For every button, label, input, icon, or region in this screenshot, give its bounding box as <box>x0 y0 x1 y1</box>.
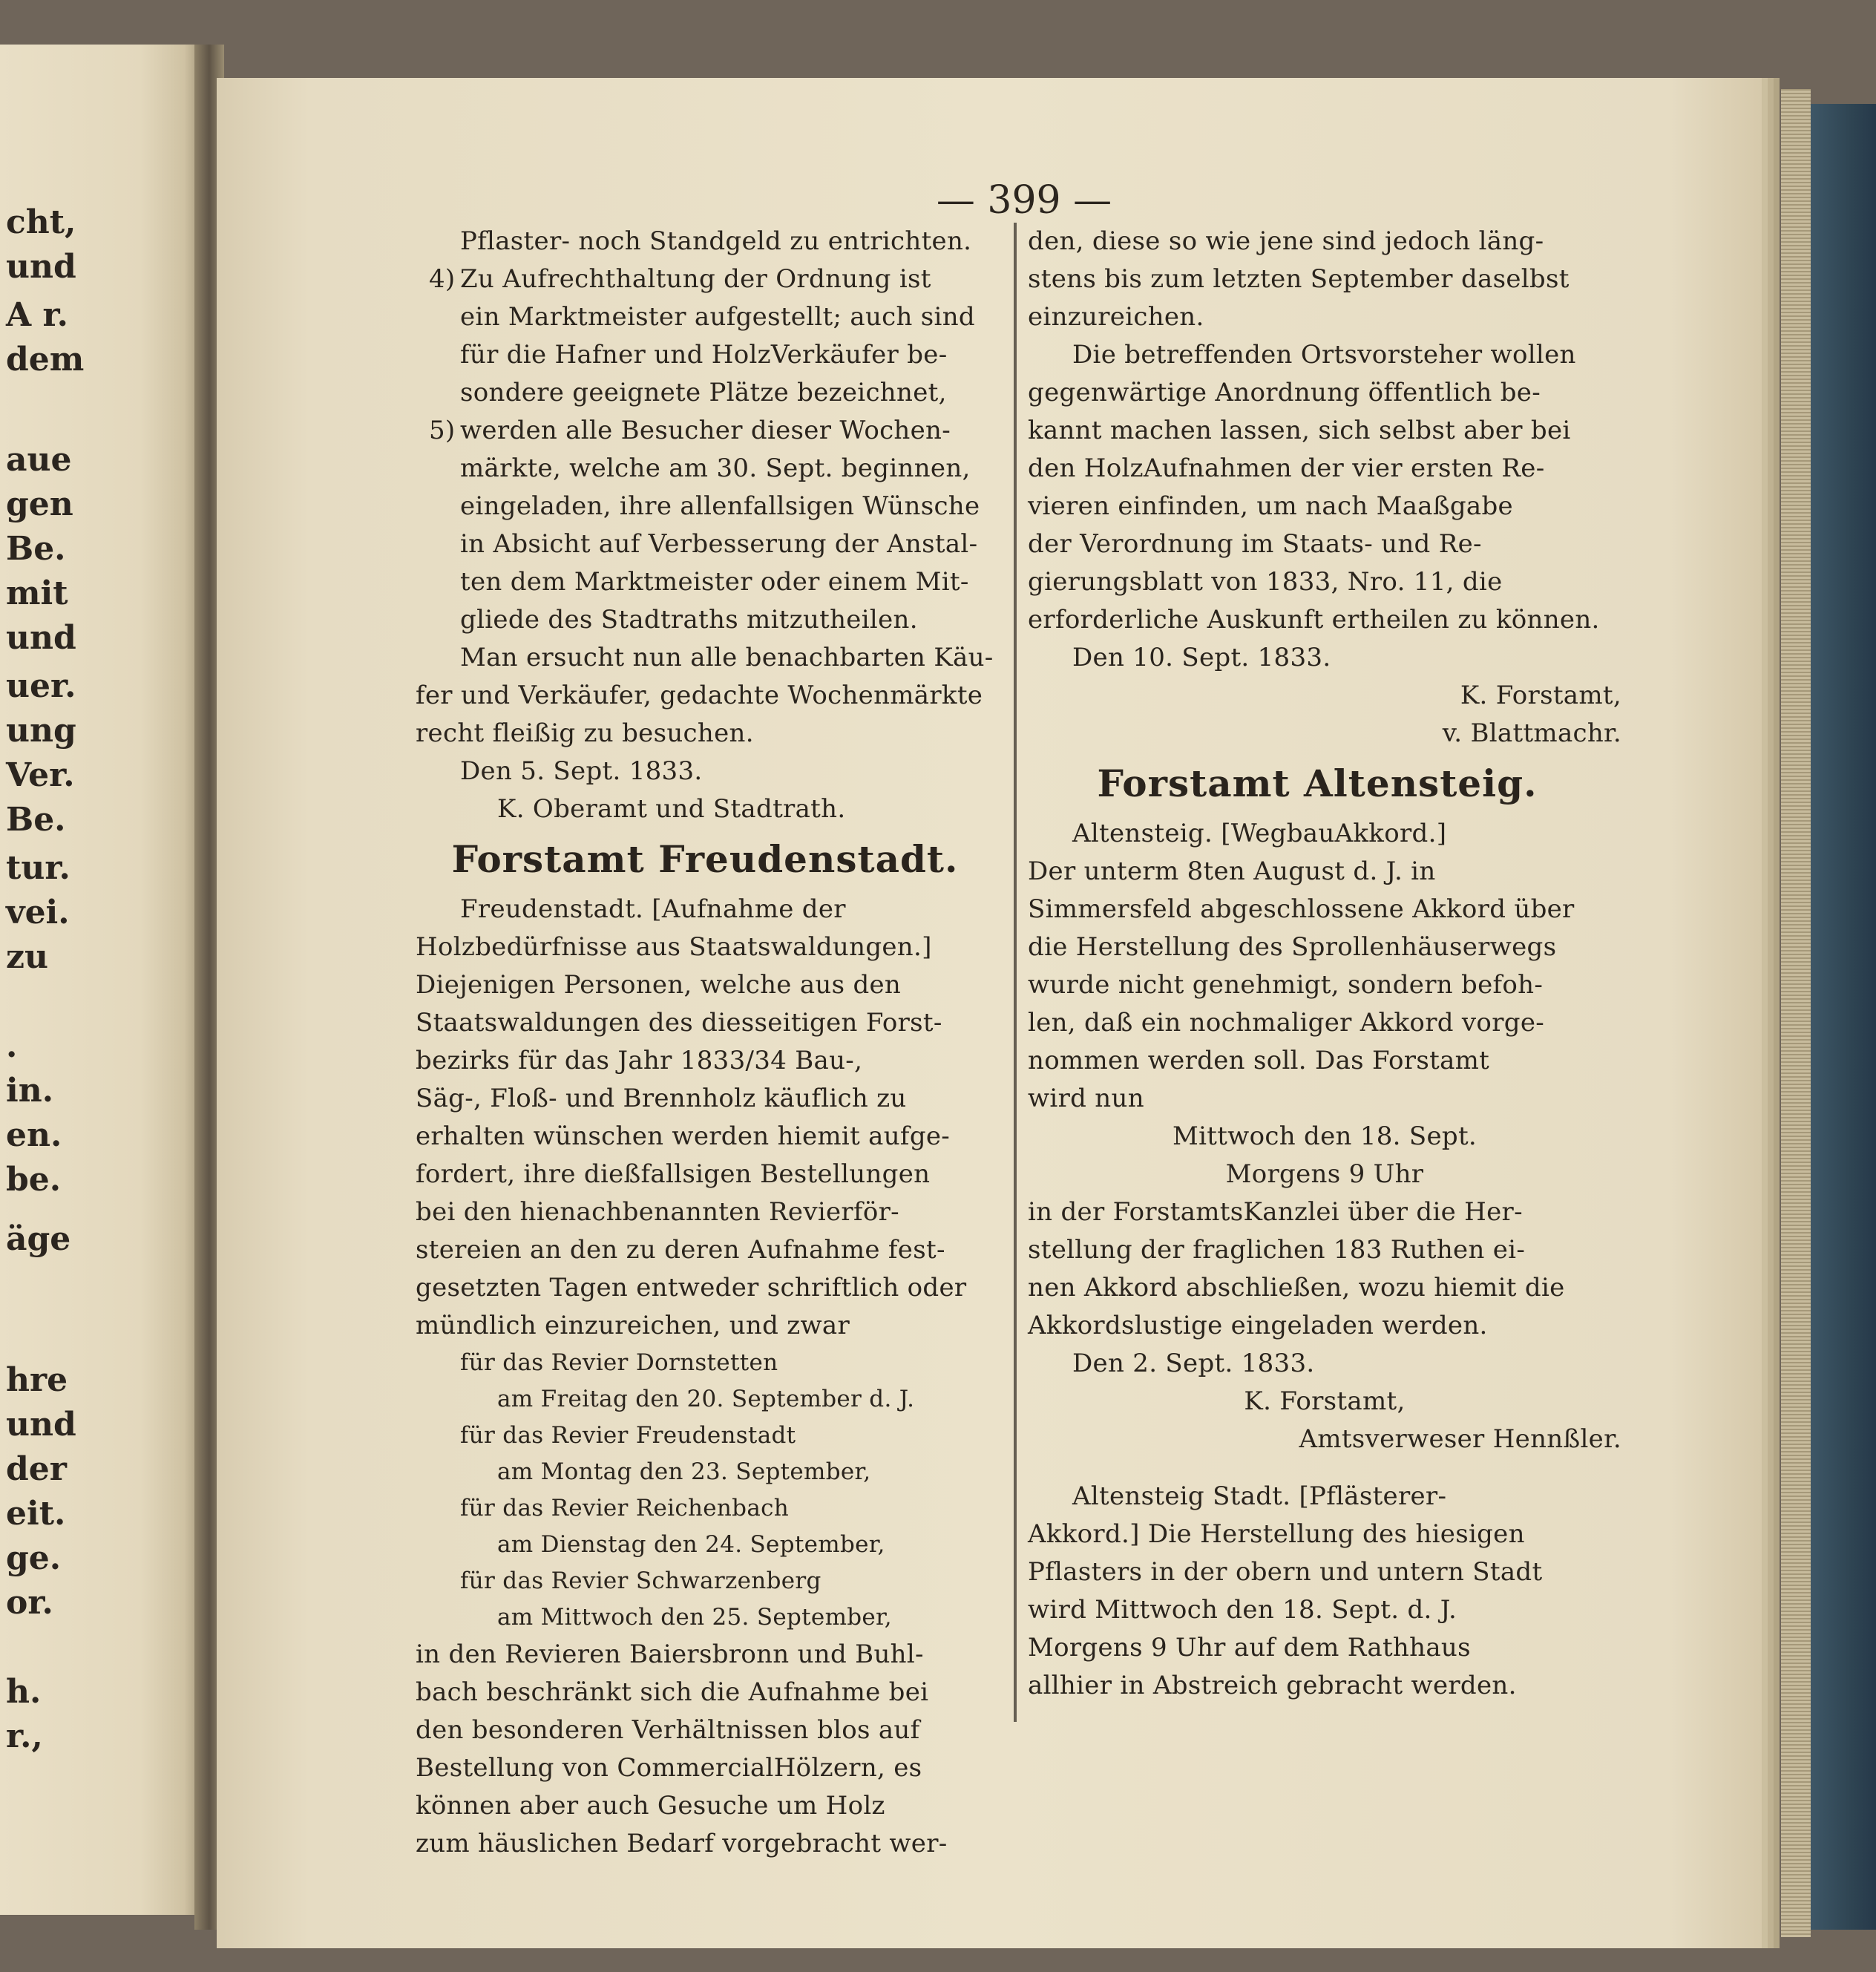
left-page-fragment: eit. <box>6 1495 66 1533</box>
text-line: fer und Verkäufer, gedachte Wochenmärkte <box>416 681 983 710</box>
book-cover <box>1811 104 1876 1930</box>
text-line: nen Akkord abschließen, wozu hiemit die <box>1028 1273 1565 1303</box>
text-line: vieren einfinden, um nach Maaßgabe <box>1028 491 1513 521</box>
text-line: Diejenigen Personen, welche aus den <box>416 970 902 1000</box>
left-page-fragment: Be. <box>6 801 66 839</box>
schedule-date: am Mittwoch den 25. September, <box>497 1604 892 1631</box>
text-line: Morgens 9 Uhr auf dem Rathhaus <box>1028 1633 1471 1663</box>
list-number: 5) <box>429 416 456 445</box>
left-column <box>416 223 1009 1863</box>
right-column <box>1028 223 1621 1705</box>
text-line: bezirks für das Jahr 1833/34 Bau-, <box>416 1046 863 1075</box>
left-page-fragment: äge <box>6 1220 71 1258</box>
text-line: Der unterm 8ten August d. J. in <box>1028 856 1436 886</box>
left-page-fragment: gen <box>6 485 73 523</box>
text-line: bach beschränkt sich die Aufnahme bei <box>416 1677 929 1707</box>
text-line: Akkord.] Die Herstellung des hiesigen <box>1028 1519 1525 1549</box>
text-line: Mittwoch den 18. Sept. <box>1172 1121 1477 1151</box>
left-page <box>0 45 200 1915</box>
text-line: können aber auch Gesuche um Holz <box>416 1791 885 1821</box>
text-line: den HolzAufnahmen der vier ersten Re- <box>1028 453 1545 483</box>
schedule-date: am Montag den 23. September, <box>497 1458 871 1485</box>
text-line: kannt machen lassen, sich selbst aber bei <box>1028 416 1571 445</box>
signature-line: K. Oberamt und Stadtrath. <box>497 794 846 824</box>
signature-name: v. Blattmachr. <box>1442 718 1621 748</box>
text-line: den, diese so wie jene sind jedoch läng- <box>1028 226 1544 256</box>
text-line: den besonderen Verhältnissen blos auf <box>416 1715 920 1745</box>
text-line: einzureichen. <box>1028 302 1204 332</box>
text-line: erforderliche Auskunft ertheilen zu können. <box>1028 605 1600 635</box>
text-line: stereien an den zu deren Aufnahme fest- <box>416 1235 945 1265</box>
left-page-fragment: . <box>6 1027 18 1065</box>
left-page-fragment: und <box>6 248 76 286</box>
text-line: in Absicht auf Verbesserung der Anstal- <box>460 529 978 559</box>
left-page-fragment: aue <box>6 441 72 479</box>
text-line: wird Mittwoch den 18. Sept. d. J. <box>1028 1595 1457 1625</box>
text-line: gierungsblatt von 1833, Nro. 11, die <box>1028 567 1503 597</box>
text-line: stellung der fraglichen 183 Ruthen ei- <box>1028 1235 1526 1265</box>
schedule-revier: für das Revier Schwarzenberg <box>460 1568 821 1594</box>
date-line: Den 2. Sept. 1833. <box>1072 1349 1315 1378</box>
text-line: eingeladen, ihre allenfallsigen Wünsche <box>460 491 980 521</box>
text-line: len, daß ein nochmaliger Akkord vorge- <box>1028 1008 1545 1038</box>
schedule-revier: für das Revier Reichenbach <box>460 1495 790 1521</box>
text-line: Pflasters in der obern und untern Stadt <box>1028 1557 1543 1587</box>
date-line: Den 5. Sept. 1833. <box>460 756 703 786</box>
left-page-fragment: und <box>6 1406 76 1444</box>
text-line: wurde nicht genehmigt, sondern befoh- <box>1028 970 1544 1000</box>
text-line: Staatswaldungen des diesseitigen Forst- <box>416 1008 942 1038</box>
line-text: Zu Aufrechthaltung der Ordnung ist <box>460 264 931 294</box>
text-line: wird nun <box>1028 1084 1144 1113</box>
left-page-fragment: der <box>6 1450 67 1488</box>
signature-office: K. Forstamt, <box>1244 1386 1406 1416</box>
text-line: gliede des Stadtraths mitzutheilen. <box>460 605 918 635</box>
text-line: gesetzten Tagen entweder schriftlich oder <box>416 1273 967 1303</box>
page-edges <box>1781 89 1811 1937</box>
text-line: stens bis zum letzten September daselbst <box>1028 264 1570 294</box>
left-page-fragment: Be. <box>6 530 66 568</box>
text-line: recht fleißig zu besuchen. <box>416 718 754 748</box>
schedule-revier: für das Revier Freudenstadt <box>460 1422 796 1449</box>
text-line: Altensteig. [WegbauAkkord.] <box>1072 819 1447 848</box>
left-page-fragment: hre <box>6 1361 68 1399</box>
text-line: die Herstellung des Sprollenhäuserwegs <box>1028 932 1557 962</box>
text-line: Morgens 9 Uhr <box>1225 1159 1424 1189</box>
text-line <box>416 261 1009 298</box>
text-line: erhalten wünschen werden hiemit aufge- <box>416 1121 951 1151</box>
text-line: sondere geeignete Plätze bezeichnet, <box>460 378 947 407</box>
text-line: in den Revieren Baiersbronn und Buhl- <box>416 1639 924 1669</box>
text-line: fordert, ihre dießfallsigen Bestellungen <box>416 1159 931 1189</box>
left-page-fragment: ung <box>6 712 76 750</box>
text-line: für die Hafner und HolzVerkäufer be- <box>460 340 948 370</box>
left-page-fragment: Ver. <box>6 756 75 794</box>
text-line: nommen werden soll. Das Forstamt <box>1028 1046 1490 1075</box>
left-page-fragment: und <box>6 619 76 657</box>
left-page-fragment: in. <box>6 1072 54 1110</box>
text-line: gegenwärtige Anordnung öffentlich be- <box>1028 378 1541 407</box>
signature-office: K. Forstamt, <box>1460 681 1621 710</box>
text-line: Pflaster- noch Standgeld zu entrichten. <box>460 226 972 256</box>
column-rule <box>1014 223 1017 1722</box>
left-page-fragment: tur. <box>6 849 70 887</box>
signature-name: Amtsverweser Hennßler. <box>1299 1424 1621 1454</box>
text-line: der Verordnung im Staats- und Re- <box>1028 529 1482 559</box>
left-page-fragment: h. <box>6 1673 42 1711</box>
text-line: bei den hienachbenannten Revierför- <box>416 1197 899 1227</box>
text-line: Die betreffenden Ortsvorsteher wollen <box>1072 340 1576 370</box>
text-line: mündlich einzureichen, und zwar <box>416 1311 850 1340</box>
section-heading: Forstamt Freudenstadt. <box>451 837 959 881</box>
text-line: ten dem Marktmeister oder einem Mit- <box>460 567 969 597</box>
left-page-fragment: mit <box>6 574 68 612</box>
schedule-revier: für das Revier Dornstetten <box>460 1349 778 1376</box>
text-line: Man ersucht nun alle benachbarten Käu- <box>460 643 994 672</box>
left-page-fragment: en. <box>6 1116 62 1154</box>
text-line: in der ForstamtsKanzlei über die Her- <box>1028 1197 1523 1227</box>
schedule-date: am Dienstag den 24. September, <box>497 1531 885 1558</box>
left-page-fragment: ge. <box>6 1539 62 1577</box>
text-line: Säg-, Floß- und Brennholz käuflich zu <box>416 1084 907 1113</box>
left-page-fragment: dem <box>6 341 85 379</box>
line-text: werden alle Besucher dieser Wochen- <box>460 416 951 445</box>
left-page-fragment: A r. <box>6 296 68 334</box>
left-page-fragment: vei. <box>6 894 70 931</box>
text-line: Simmersfeld abgeschlossene Akkord über <box>1028 894 1575 924</box>
left-page-fragment: zu <box>6 938 48 976</box>
text-line: märkte, welche am 30. Sept. beginnen, <box>460 453 971 483</box>
text-line: Bestellung von CommercialHölzern, es <box>416 1753 922 1783</box>
text-line: zum häuslichen Bedarf vorgebracht wer- <box>416 1829 948 1858</box>
left-page-fragment: or. <box>6 1584 53 1622</box>
list-number: 4) <box>429 264 456 294</box>
text-line: Akkordslustige eingeladen werden. <box>1028 1311 1488 1340</box>
text-line: allhier in Abstreich gebracht werden. <box>1028 1671 1517 1700</box>
schedule-date: am Freitag den 20. September d. J. <box>497 1386 915 1412</box>
text-line: Holzbedürfnisse aus Staatswaldungen.] <box>416 932 932 962</box>
text-line: Altensteig Stadt. [Pflästerer- <box>1072 1481 1447 1511</box>
left-page-fragment: uer. <box>6 667 76 705</box>
left-page-fragment: r., <box>6 1717 43 1755</box>
text-line: ein Marktmeister aufgestellt; auch sind <box>460 302 975 332</box>
left-page-fragment: cht, <box>6 203 76 241</box>
page-number: — 399 — <box>936 178 1112 223</box>
date-line: Den 10. Sept. 1833. <box>1072 643 1331 672</box>
text-line <box>416 412 1009 450</box>
text-line: Freudenstadt. [Aufnahme der <box>460 894 846 924</box>
section-heading: Forstamt Altensteig. <box>1097 761 1538 805</box>
left-page-fragment: be. <box>6 1161 62 1199</box>
